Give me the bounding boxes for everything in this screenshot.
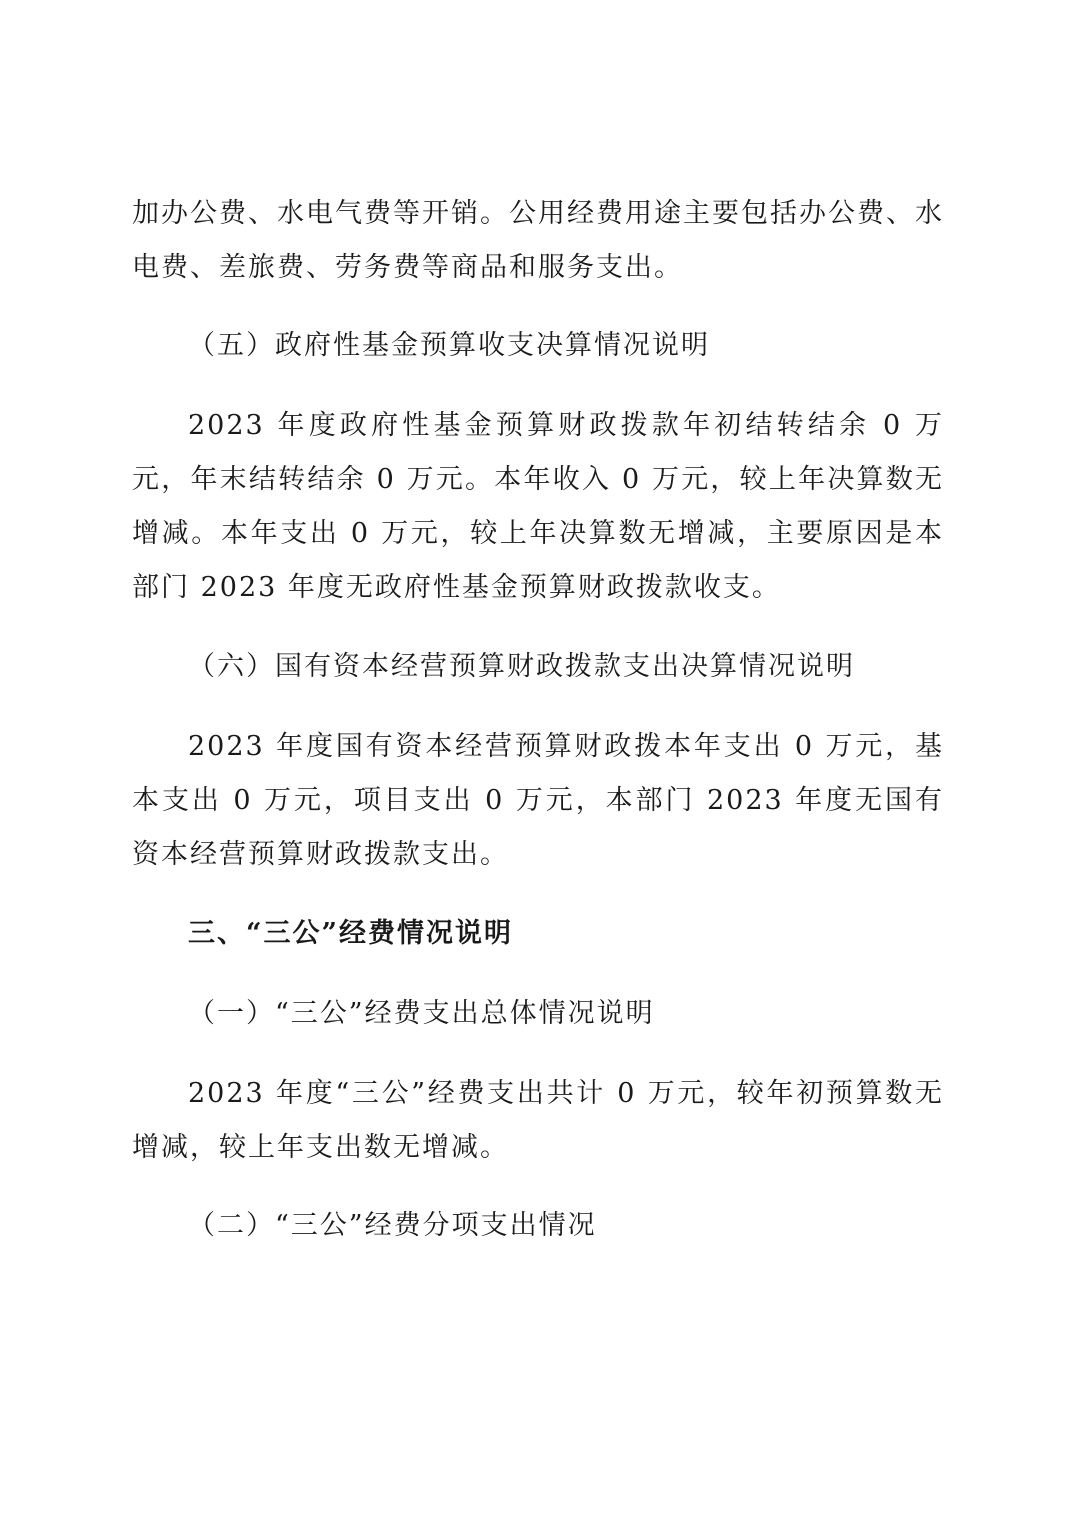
section-heading-three-public-overall: （一）“三公”经费支出总体情况说明 <box>188 998 655 1029</box>
section-heading-government-fund: （五）政府性基金预算收支决算情况说明 <box>188 330 710 361</box>
paragraph-three-public-overall: 2023 年度“三公”经费支出共计 0 万元，较年初预算数无增减，较上年支出数无增减。 <box>132 1078 944 1163</box>
chapter-heading-three-public: 三、“三公”经费情况说明 <box>188 918 514 949</box>
section-heading-state-capital: （六）国有资本经营预算财政拨款支出决算情况说明 <box>188 651 855 682</box>
paragraph-state-capital: 2023 年度国有资本经营预算财政拨本年支出 0 万元，基本支出 0 万元，项目支出 0 万元，本部门 2023 年度无国有资本经营预算财政拨款支出。 <box>132 731 944 870</box>
section-heading-three-public-items: （二）“三公”经费分项支出情况 <box>188 1210 597 1241</box>
paragraph-public-funds-continued: 加办公费、水电气费等开销。公用经费用途主要包括办公费、水电费、差旅费、劳务费等商品和服务支出。 <box>132 198 944 283</box>
paragraph-government-fund: 2023 年度政府性基金预算财政拨款年初结转结余 0 万元，年末结转结余 0 万元。本年收入 0 万元，较上年决算数无增减。本年支出 0 万元，较上年决算数无增减，主要原因是本部门 2023 年度无政府性基金预算财政拨款收支。 <box>132 410 944 603</box>
